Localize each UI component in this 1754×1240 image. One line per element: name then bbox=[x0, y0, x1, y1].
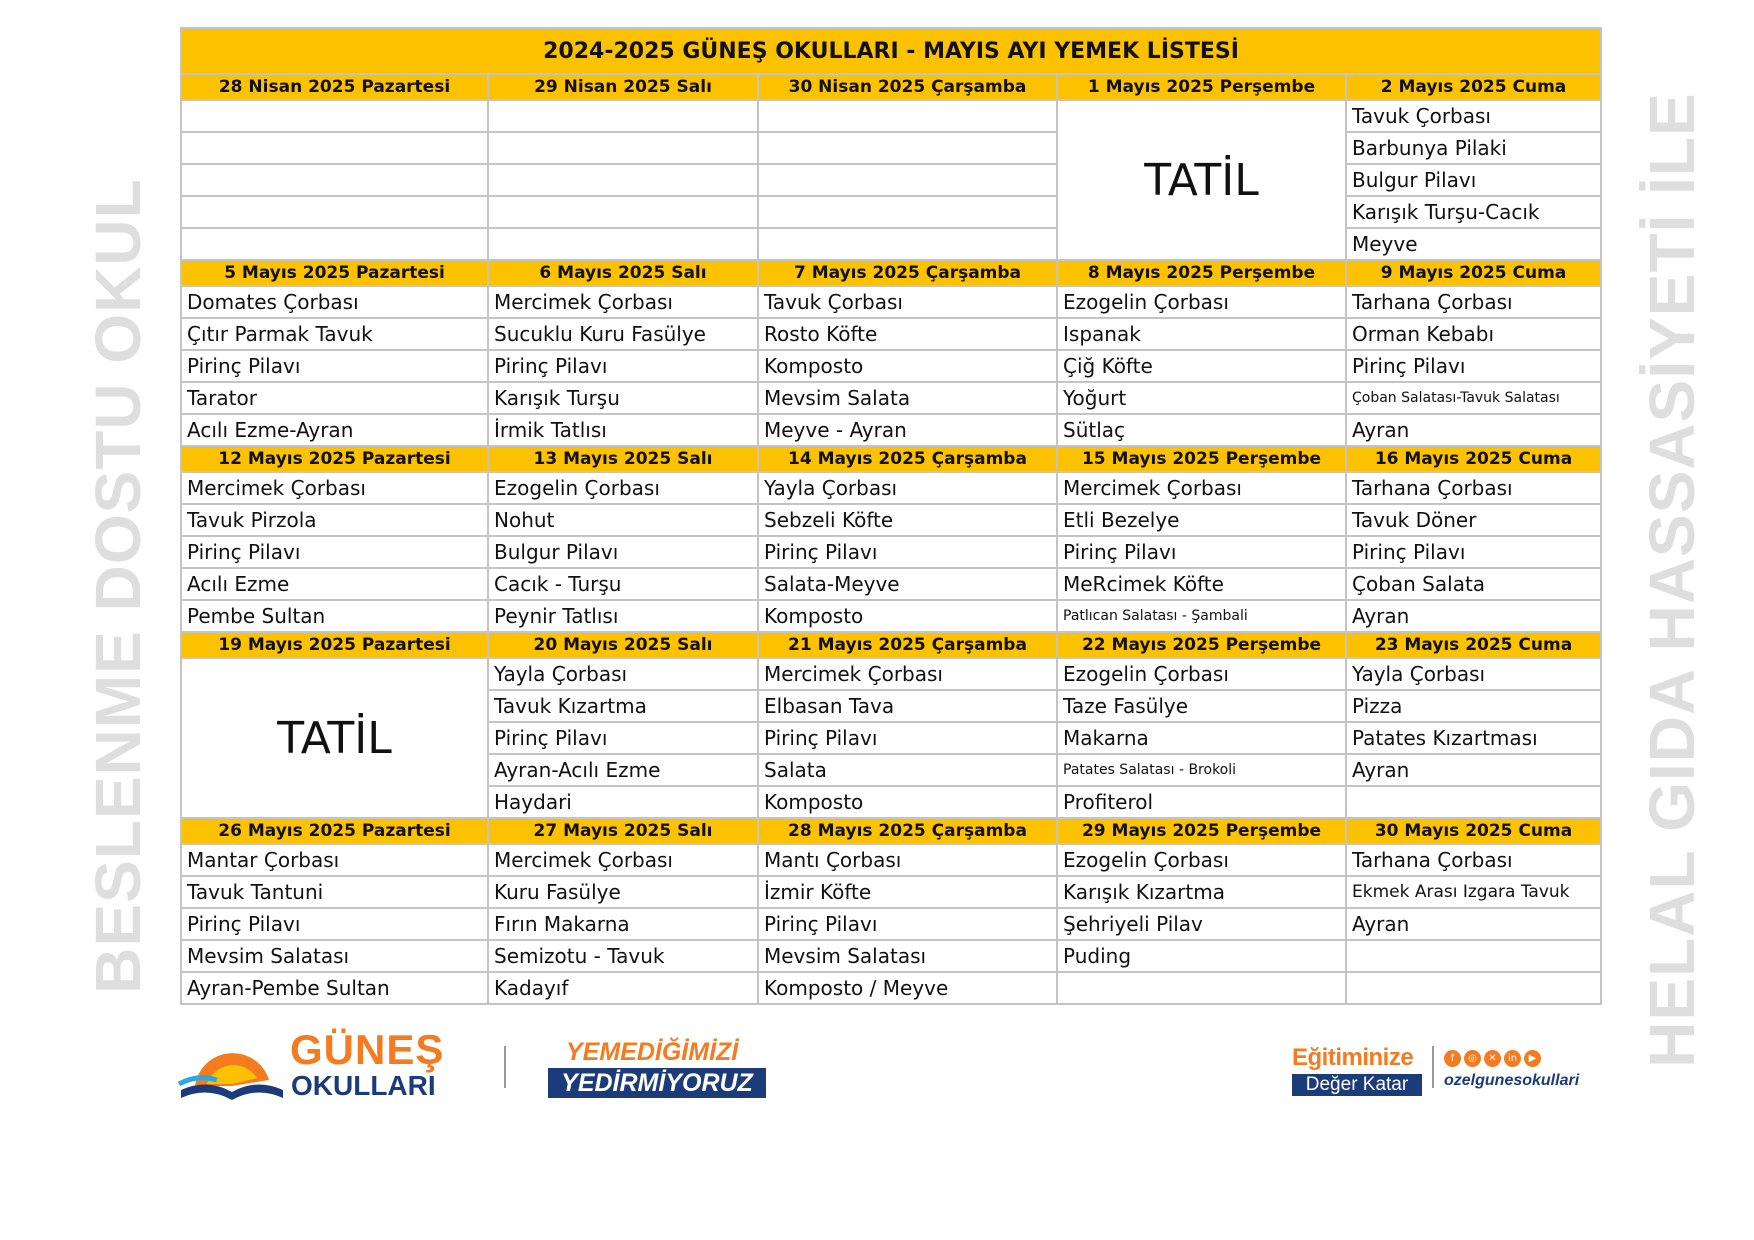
day-header: 2 Mayıs 2025 Cuma bbox=[1346, 74, 1601, 100]
day-header: 13 Mayıs 2025 Salı bbox=[488, 446, 758, 472]
menu-item: Nohut bbox=[488, 504, 758, 536]
day-header: 15 Mayıs 2025 Perşembe bbox=[1057, 446, 1346, 472]
menu-item: Pembe Sultan bbox=[181, 600, 488, 632]
menu-item: Çiğ Köfte bbox=[1057, 350, 1346, 382]
menu-row bbox=[181, 504, 1601, 536]
holiday-cell: TATİL bbox=[181, 658, 488, 818]
day-header: 6 Mayıs 2025 Salı bbox=[488, 260, 758, 286]
day-header: 14 Mayıs 2025 Çarşamba bbox=[758, 446, 1057, 472]
footer-divider-right bbox=[1432, 1046, 1434, 1088]
menu-item: Mevsim Salatası bbox=[758, 940, 1057, 972]
brand-name-line1: GÜNEŞ bbox=[290, 1026, 445, 1073]
menu-item: Profiterol bbox=[1057, 786, 1346, 818]
menu-row bbox=[181, 196, 1601, 228]
day-header: 29 Nisan 2025 Salı bbox=[488, 74, 758, 100]
menu-item bbox=[1346, 940, 1601, 972]
slogan-line2: YEDİRMİYORUZ bbox=[548, 1068, 766, 1098]
menu-item: Makarna bbox=[1057, 722, 1346, 754]
menu-item: MeRcimek Köfte bbox=[1057, 568, 1346, 600]
menu-item: Ayran-Acılı Ezme bbox=[488, 754, 758, 786]
menu-item bbox=[758, 196, 1057, 228]
menu-item: Acılı Ezme bbox=[181, 568, 488, 600]
menu-row bbox=[181, 658, 1601, 690]
menu-item: Pirinç Pilavı bbox=[758, 536, 1057, 568]
menu-item: Meyve bbox=[1346, 228, 1601, 260]
menu-item bbox=[758, 132, 1057, 164]
menu-item: Puding bbox=[1057, 940, 1346, 972]
menu-row bbox=[181, 908, 1601, 940]
menu-item: Yayla Çorbası bbox=[488, 658, 758, 690]
day-header: 1 Mayıs 2025 Perşembe bbox=[1057, 74, 1346, 100]
menu-item bbox=[758, 100, 1057, 132]
menu-row bbox=[181, 318, 1601, 350]
menu-item: Pirinç Pilavı bbox=[488, 350, 758, 382]
menu-item bbox=[1346, 972, 1601, 1004]
menu-row bbox=[181, 414, 1601, 446]
social-handle[interactable]: ozelgunesokullari bbox=[1444, 1072, 1580, 1089]
menu-item: Pizza bbox=[1346, 690, 1601, 722]
menu-item: İzmir Köfte bbox=[758, 876, 1057, 908]
day-header: 5 Mayıs 2025 Pazartesi bbox=[181, 260, 488, 286]
menu-row bbox=[181, 844, 1601, 876]
menu-item: Mantar Çorbası bbox=[181, 844, 488, 876]
menu-item: Ezogelin Çorbası bbox=[1057, 286, 1346, 318]
menu-item: Tavuk Kızartma bbox=[488, 690, 758, 722]
title-row bbox=[181, 28, 1601, 74]
menu-item: Ezogelin Çorbası bbox=[488, 472, 758, 504]
menu-item: Tarhana Çorbası bbox=[1346, 286, 1601, 318]
menu-item bbox=[181, 228, 488, 260]
social-links bbox=[1444, 1030, 1594, 1100]
menu-row bbox=[181, 286, 1601, 318]
side-text-left: BESLENME DOSTU OKUL bbox=[82, 178, 154, 994]
menu-row bbox=[181, 972, 1601, 1004]
menu-row bbox=[181, 472, 1601, 504]
menu-item: Salata bbox=[758, 754, 1057, 786]
menu-row bbox=[181, 876, 1601, 908]
menu-item: Ayran bbox=[1346, 414, 1601, 446]
menu-item: Tarhana Çorbası bbox=[1346, 472, 1601, 504]
menu-item: Çoban Salata bbox=[1346, 568, 1601, 600]
menu-item bbox=[758, 228, 1057, 260]
holiday-cell: TATİL bbox=[1057, 100, 1346, 260]
menu-item bbox=[181, 100, 488, 132]
brand-name-line2: OKULLARI bbox=[291, 1070, 436, 1101]
menu-item bbox=[1346, 786, 1601, 818]
menu-item: Cacık - Turşu bbox=[488, 568, 758, 600]
menu-item: Komposto bbox=[758, 600, 1057, 632]
menu-item: Tarhana Çorbası bbox=[1346, 844, 1601, 876]
day-header: 12 Mayıs 2025 Pazartesi bbox=[181, 446, 488, 472]
menu-item bbox=[488, 196, 758, 228]
day-header: 21 Mayıs 2025 Çarşamba bbox=[758, 632, 1057, 658]
menu-item bbox=[488, 100, 758, 132]
menu-row bbox=[181, 568, 1601, 600]
menu-item: Pirinç Pilavı bbox=[181, 908, 488, 940]
menu-item: Orman Kebabı bbox=[1346, 318, 1601, 350]
menu-item: Ayran bbox=[1346, 600, 1601, 632]
menu-row bbox=[181, 164, 1601, 196]
menu-table bbox=[180, 27, 1602, 1005]
menu-item: Patates Salatası - Brokoli bbox=[1057, 754, 1346, 786]
menu-row bbox=[181, 536, 1601, 568]
menu-item: Bulgur Pilavı bbox=[1346, 164, 1601, 196]
tagline-line2: Değer Katar bbox=[1292, 1074, 1422, 1096]
day-header: 9 Mayıs 2025 Cuma bbox=[1346, 260, 1601, 286]
menu-item: Kadayıf bbox=[488, 972, 758, 1004]
tagline-badge bbox=[1292, 1030, 1422, 1100]
menu-item: Domates Çorbası bbox=[181, 286, 488, 318]
menu-item: Ayran bbox=[1346, 754, 1601, 786]
menu-item: Mercimek Çorbası bbox=[181, 472, 488, 504]
day-header: 30 Nisan 2025 Çarşamba bbox=[758, 74, 1057, 100]
menu-item: Ezogelin Çorbası bbox=[1057, 844, 1346, 876]
menu-item: Sütlaç bbox=[1057, 414, 1346, 446]
menu-item: Mevsim Salata bbox=[758, 382, 1057, 414]
menu-item: Kuru Fasülye bbox=[488, 876, 758, 908]
menu-item: Tarator bbox=[181, 382, 488, 414]
menu-item: Sebzeli Köfte bbox=[758, 504, 1057, 536]
menu-row bbox=[181, 350, 1601, 382]
menu-row bbox=[181, 228, 1601, 260]
menu-item: Patlıcan Salatası - Şambali bbox=[1057, 600, 1346, 632]
day-header: 16 Mayıs 2025 Cuma bbox=[1346, 446, 1601, 472]
menu-item: Pirinç Pilavı bbox=[1346, 350, 1601, 382]
menu-item: Komposto / Meyve bbox=[758, 972, 1057, 1004]
menu-item: Semizotu - Tavuk bbox=[488, 940, 758, 972]
menu-item: Meyve - Ayran bbox=[758, 414, 1057, 446]
menu-item: Yayla Çorbası bbox=[1346, 658, 1601, 690]
day-header: 8 Mayıs 2025 Perşembe bbox=[1057, 260, 1346, 286]
linkedin-icon[interactable]: in bbox=[1504, 1050, 1521, 1067]
week-header-row bbox=[181, 260, 1601, 286]
day-header: 28 Nisan 2025 Pazartesi bbox=[181, 74, 488, 100]
menu-item: Peynir Tatlısı bbox=[488, 600, 758, 632]
menu-item bbox=[1057, 972, 1346, 1004]
menu-item: Salata-Meyve bbox=[758, 568, 1057, 600]
menu-item: Rosto Köfte bbox=[758, 318, 1057, 350]
week-header-row bbox=[181, 818, 1601, 844]
menu-item: Pirinç Pilavı bbox=[758, 722, 1057, 754]
menu-item: Acılı Ezme-Ayran bbox=[181, 414, 488, 446]
menu-item: Mercimek Çorbası bbox=[758, 658, 1057, 690]
side-text-right: HELAL GIDA HASSASİYETİ İLE bbox=[1636, 92, 1708, 1068]
menu-item: Elbasan Tava bbox=[758, 690, 1057, 722]
menu-item: Pirinç Pilavı bbox=[1346, 536, 1601, 568]
facebook-icon[interactable]: f bbox=[1444, 1050, 1461, 1067]
day-header: 19 Mayıs 2025 Pazartesi bbox=[181, 632, 488, 658]
menu-item: Tavuk Pirzola bbox=[181, 504, 488, 536]
menu-item: Mevsim Salatası bbox=[181, 940, 488, 972]
menu-item: Tavuk Çorbası bbox=[1346, 100, 1601, 132]
menu-item: Tavuk Döner bbox=[1346, 504, 1601, 536]
menu-item: Taze Fasülye bbox=[1057, 690, 1346, 722]
menu-item: Karışık Kızartma bbox=[1057, 876, 1346, 908]
menu-item: Pirinç Pilavı bbox=[758, 908, 1057, 940]
menu-item: Komposto bbox=[758, 786, 1057, 818]
menu-item bbox=[758, 164, 1057, 196]
menu-item bbox=[488, 164, 758, 196]
menu-row bbox=[181, 382, 1601, 414]
menu-item: Patates Kızartması bbox=[1346, 722, 1601, 754]
menu-item: Ayran-Pembe Sultan bbox=[181, 972, 488, 1004]
menu-item: Tavuk Çorbası bbox=[758, 286, 1057, 318]
menu-item: Pirinç Pilavı bbox=[181, 350, 488, 382]
menu-item bbox=[488, 132, 758, 164]
menu-item bbox=[181, 164, 488, 196]
tagline-line1: Eğitiminize bbox=[1292, 1044, 1414, 1071]
menu-item bbox=[181, 132, 488, 164]
day-header: 23 Mayıs 2025 Cuma bbox=[1346, 632, 1601, 658]
day-header: 22 Mayıs 2025 Perşembe bbox=[1057, 632, 1346, 658]
menu-item: Pirinç Pilavı bbox=[181, 536, 488, 568]
menu-item: Mercimek Çorbası bbox=[488, 286, 758, 318]
menu-row bbox=[181, 940, 1601, 972]
menu-item: Çoban Salatası-Tavuk Salatası bbox=[1346, 382, 1601, 414]
week-header-row bbox=[181, 632, 1601, 658]
slogan-line1: YEMEDİĞİMİZİ bbox=[566, 1038, 739, 1066]
x-icon[interactable]: ✕ bbox=[1484, 1050, 1501, 1067]
menu-item: Tavuk Tantuni bbox=[181, 876, 488, 908]
menu-item: Pirinç Pilavı bbox=[488, 722, 758, 754]
menu-item bbox=[181, 196, 488, 228]
menu-item: Etli Bezelye bbox=[1057, 504, 1346, 536]
day-header: 30 Mayıs 2025 Cuma bbox=[1346, 818, 1601, 844]
week-header-row bbox=[181, 446, 1601, 472]
menu-item: Sucuklu Kuru Fasülye bbox=[488, 318, 758, 350]
menu-row bbox=[181, 132, 1601, 164]
menu-row bbox=[181, 600, 1601, 632]
menu-item: Fırın Makarna bbox=[488, 908, 758, 940]
footer-divider bbox=[504, 1046, 506, 1088]
menu-item: Haydari bbox=[488, 786, 758, 818]
menu-item: Mercimek Çorbası bbox=[1057, 472, 1346, 504]
menu-item: Yayla Çorbası bbox=[758, 472, 1057, 504]
menu-item: Yoğurt bbox=[1057, 382, 1346, 414]
menu-item: Ispanak bbox=[1057, 318, 1346, 350]
week-header-row bbox=[181, 74, 1601, 100]
gunes-okullari-logo bbox=[177, 1026, 457, 1101]
menu-item: Ezogelin Çorbası bbox=[1057, 658, 1346, 690]
menu-item: Çıtır Parmak Tavuk bbox=[181, 318, 488, 350]
menu-item: Mercimek Çorbası bbox=[488, 844, 758, 876]
day-header: 27 Mayıs 2025 Salı bbox=[488, 818, 758, 844]
instagram-icon[interactable]: ◎ bbox=[1464, 1050, 1481, 1067]
menu-item: Komposto bbox=[758, 350, 1057, 382]
menu-item: Ayran bbox=[1346, 908, 1601, 940]
menu-item: Karışık Turşu-Cacık bbox=[1346, 196, 1601, 228]
day-header: 26 Mayıs 2025 Pazartesi bbox=[181, 818, 488, 844]
menu-body bbox=[181, 28, 1601, 1004]
menu-item: Pirinç Pilavı bbox=[1057, 536, 1346, 568]
menu-title: 2024-2025 GÜNEŞ OKULLARI - MAYIS AYI YEMEK LİSTESİ bbox=[181, 28, 1601, 74]
menu-item: Şehriyeli Pilav bbox=[1057, 908, 1346, 940]
day-header: 7 Mayıs 2025 Çarşamba bbox=[758, 260, 1057, 286]
menu-item: Ekmek Arası Izgara Tavuk bbox=[1346, 876, 1601, 908]
menu-row bbox=[181, 100, 1601, 132]
menu-item: Karışık Turşu bbox=[488, 382, 758, 414]
day-header: 28 Mayıs 2025 Çarşamba bbox=[758, 818, 1057, 844]
menu-item: İrmik Tatlısı bbox=[488, 414, 758, 446]
youtube-icon[interactable]: ▶ bbox=[1524, 1050, 1541, 1067]
menu-item: Barbunya Pilaki bbox=[1346, 132, 1601, 164]
day-header: 29 Mayıs 2025 Perşembe bbox=[1057, 818, 1346, 844]
menu-item: Bulgur Pilavı bbox=[488, 536, 758, 568]
slogan-badge bbox=[548, 1030, 768, 1100]
menu-item bbox=[488, 228, 758, 260]
sun-book-emblem-icon bbox=[177, 1034, 287, 1102]
day-header: 20 Mayıs 2025 Salı bbox=[488, 632, 758, 658]
menu-item: Mantı Çorbası bbox=[758, 844, 1057, 876]
